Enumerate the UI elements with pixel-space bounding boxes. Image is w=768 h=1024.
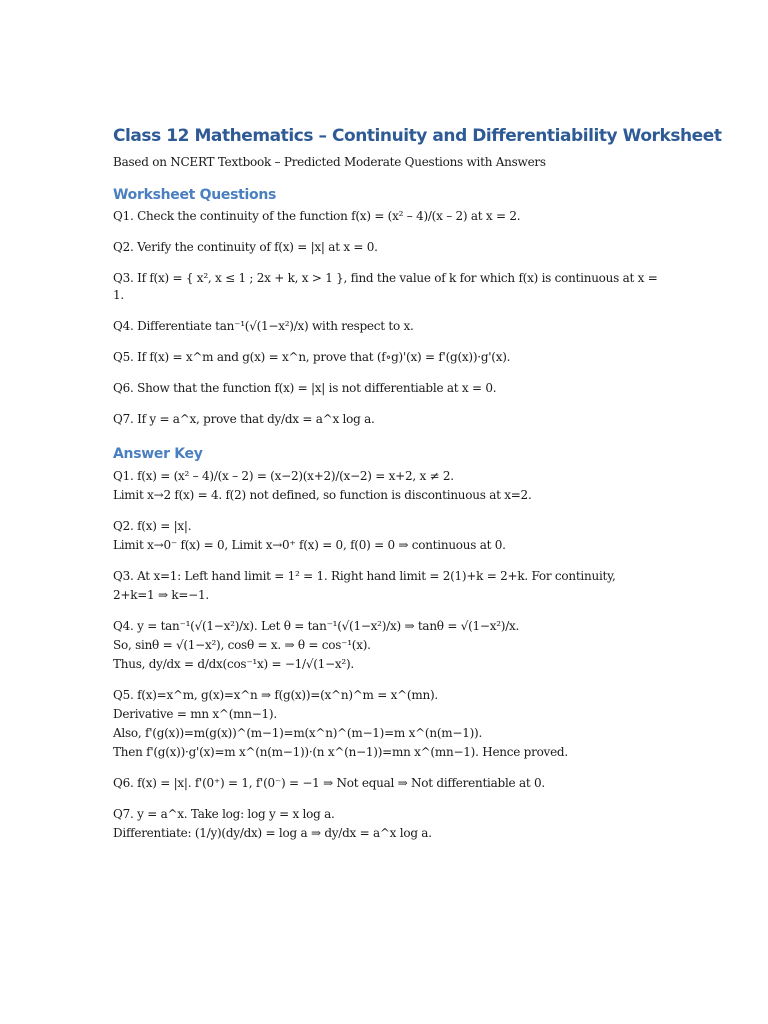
question-item: Q1. Check the continuity of the function f(x) = (x² – 4)/(x – 2) at x = 2. <box>113 209 521 223</box>
answer-line: Q4. y = tan⁻¹(√(1−x²)/x). Let θ = tan⁻¹(√(1−x²)/x) ⇒ tanθ = √(1−x²)/x. <box>113 619 520 633</box>
answer-line: Limit x→2 f(x) = 4. f(2) not defined, so function is discontinuous at x=2. <box>113 488 532 502</box>
answer-line: Limit x→0⁻ f(x) = 0, Limit x→0⁺ f(x) = 0, f(0) = 0 ⇒ continuous at 0. <box>113 538 506 552</box>
answer-item <box>113 567 658 605</box>
answer-line: Differentiate: (1/y)(dy/dx) = log a ⇒ dy/dx = a^x log a. <box>113 826 432 840</box>
answer-line: Q5. f(x)=x^m, g(x)=x^n ⇒ f(g(x))=(x^n)^m = x^(mn). <box>113 688 438 702</box>
answer-key-heading: Answer Key <box>113 446 203 462</box>
questions-heading: Worksheet Questions <box>113 187 277 203</box>
question-item: Q6. Show that the function f(x) = |x| is not differentiable at x = 0. <box>113 381 497 395</box>
question-item: Q5. If f(x) = x^m and g(x) = x^n, prove that (f∘g)'(x) = f'(g(x))·g'(x). <box>113 350 511 364</box>
answer-item <box>113 617 658 674</box>
answer-line: Q2. f(x) = |x|. <box>113 519 192 533</box>
page-subtitle: Based on NCERT Textbook – Predicted Moderate Questions with Answers <box>113 155 546 169</box>
answer-line: Derivative = mn x^(mn−1). <box>113 707 277 721</box>
document-body <box>113 124 722 855</box>
question-item: Q3. If f(x) = { x², x ≤ 1 ; 2x + k, x > 1 }, find the value of k for which f(x) is continuous at x = 1. <box>113 271 658 302</box>
answer-item <box>113 517 658 555</box>
answer-line: Q7. y = a^x. Take log: log y = x log a. <box>113 807 335 821</box>
answer-item <box>113 774 658 793</box>
answer-item <box>113 467 658 505</box>
answer-item <box>113 686 658 762</box>
page-title: Class 12 Mathematics – Continuity and Differentiability Worksheet <box>113 126 722 146</box>
answer-item <box>113 805 658 843</box>
answer-line: Also, f'(g(x))=m(g(x))^(m−1)=m(x^n)^(m−1)=m x^(n(m−1)). <box>113 726 483 740</box>
answer-line: Q1. f(x) = (x² – 4)/(x – 2) = (x−2)(x+2)/(x−2) = x+2, x ≠ 2. <box>113 469 454 483</box>
answer-line: Thus, dy/dx = d/dx(cos⁻¹x) = −1/√(1−x²). <box>113 657 354 671</box>
question-item: Q2. Verify the continuity of f(x) = |x| at x = 0. <box>113 240 378 254</box>
answer-line: So, sinθ = √(1−x²), cosθ = x. ⇒ θ = cos⁻¹(x). <box>113 638 371 652</box>
answer-line: Then f'(g(x))·g'(x)=m x^(n(m−1))·(n x^(n−1))=mn x^(mn−1). Hence proved. <box>113 745 568 759</box>
question-item: Q4. Differentiate tan⁻¹(√(1−x²)/x) with respect to x. <box>113 319 414 333</box>
question-item: Q7. If y = a^x, prove that dy/dx = a^x log a. <box>113 412 375 426</box>
answer-line: Q6. f(x) = |x|. f'(0⁺) = 1, f'(0⁻) = −1 ⇒ Not equal ⇒ Not differentiable at 0. <box>113 776 545 790</box>
answer-line: Q3. At x=1: Left hand limit = 1² = 1. Right hand limit = 2(1)+k = 2+k. For continuity, 2+k=1 ⇒ k=−1. <box>113 569 616 602</box>
